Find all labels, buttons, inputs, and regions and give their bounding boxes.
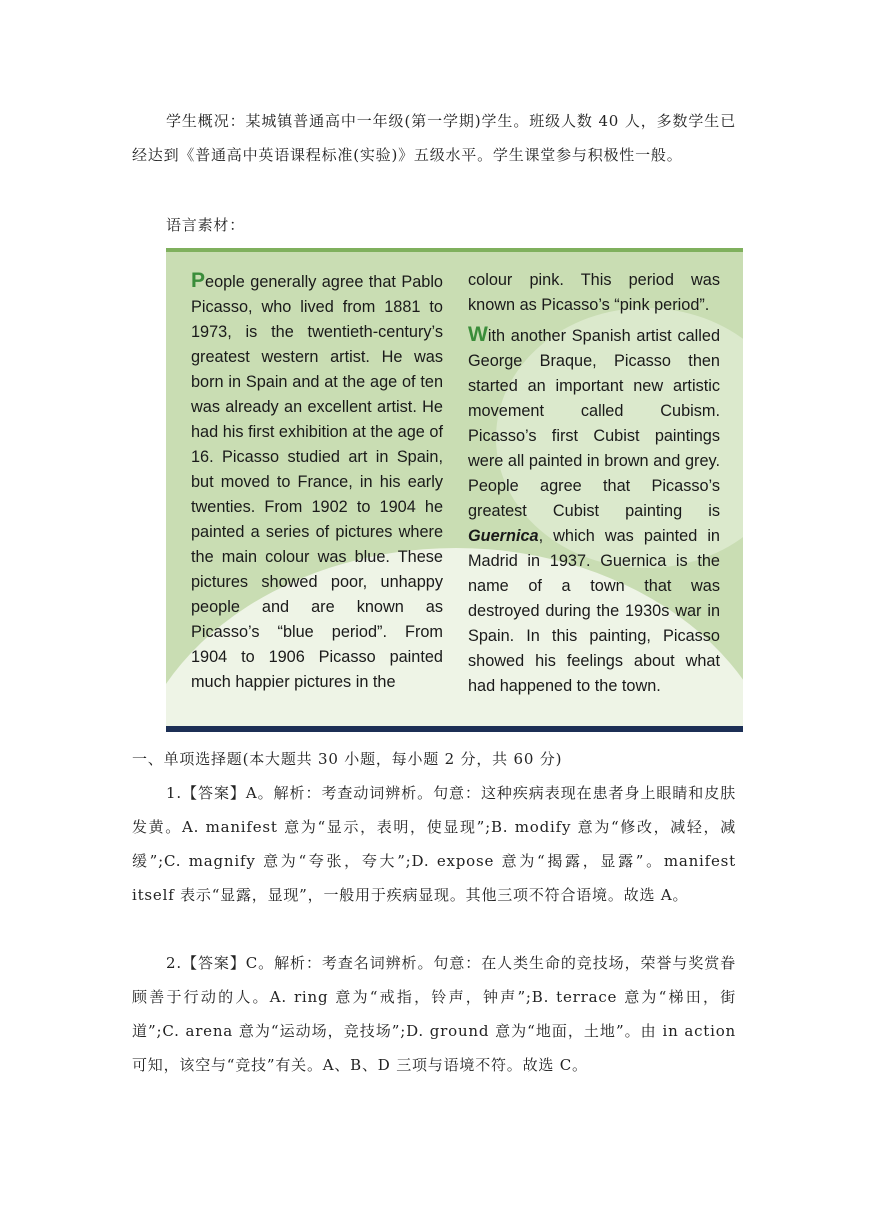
drop-cap: P (191, 269, 206, 292)
passage-paragraph-1-continued: colour pink. This period was known as Picasso’s “pink period”. (468, 271, 720, 314)
top-border (166, 248, 743, 252)
bottom-border (166, 726, 743, 732)
answer-2: 2.【答案】C。解析：考查名词辨析。句意：在人类生命的竞技场，荣誉与奖赏眷顾善于行动的人。A. ring 意为“戒指，铃声，钟声”;B. terrace 意为“梯田，街道”;C. arena 意为“运动场，竞技场”;D. ground 意为“地面，土地”。由 in action 可知，该空与“竞技”有关。A、B、D 三项与语境不符。故选 C。 (132, 954, 736, 1074)
passage-right-column (468, 268, 720, 699)
material-label: 语言素材： (166, 216, 246, 234)
passage-text: eople generally agree that Pablo Picasso, who lived from 1881 to 1973, is the twentieth-century’s greatest western artist. He was born in Spain and at the age of ten was already an excellent artist. He had his first exhibition at the age of 16. Picasso studied art in Spain, but moved to France, in his early twenties. From 1902 to 1904 he painted a series of pictures where the main colour was blue. These pictures showed poor, unhappy people and are known as Picasso’s “blue period”. From 1904 to 1906 Picasso painted much happier pictures in the (191, 273, 443, 691)
passage-paragraph-2 (468, 322, 720, 699)
drop-cap: W (468, 323, 488, 346)
passage-text: ith another Spanish artist called George Braque, Picasso then started an important new artistic movement called Cubism. Picasso’s first Cubist paintings were all painted in brown and grey. People agree that Picasso’s greatest Cubist painting is (468, 327, 720, 520)
answer-1: 1.【答案】A。解析：考查动词辨析。句意：这种疾病表现在患者身上眼睛和皮肤发黄。A. manifest 意为“显示，表明，使显现”;B. modify 意为“修改，减轻，减缓”;C. magnify 意为“夸张，夸大”;D. expose 意为“揭露，显露”。manifest itself 表示“显露，显现”，一般用于疾病显现。其他三项不符合语境。故选 A。 (132, 784, 736, 904)
passage-left-column (191, 268, 443, 695)
painting-title: Guernica (468, 527, 539, 545)
passage-text: , which was painted in Madrid in 1937. Guernica is the name of a town that was destroyed during the 1930s war in Spain. In this painting, Picasso showed his feelings about what had happened to the town. (468, 527, 720, 695)
student-profile-paragraph: 学生概况：某城镇普通高中一年级(第一学期)学生。班级人数 40 人，多数学生已经达到《普通高中英语课程标准(实验)》五级水平。学生课堂参与积极性一般。 (132, 112, 736, 164)
section-title: 一、单项选择题(本大题共 30 小题，每小题 2 分，共 60 分) (132, 750, 563, 768)
textbook-excerpt-image (166, 248, 743, 732)
passage-paragraph-1 (191, 268, 443, 695)
